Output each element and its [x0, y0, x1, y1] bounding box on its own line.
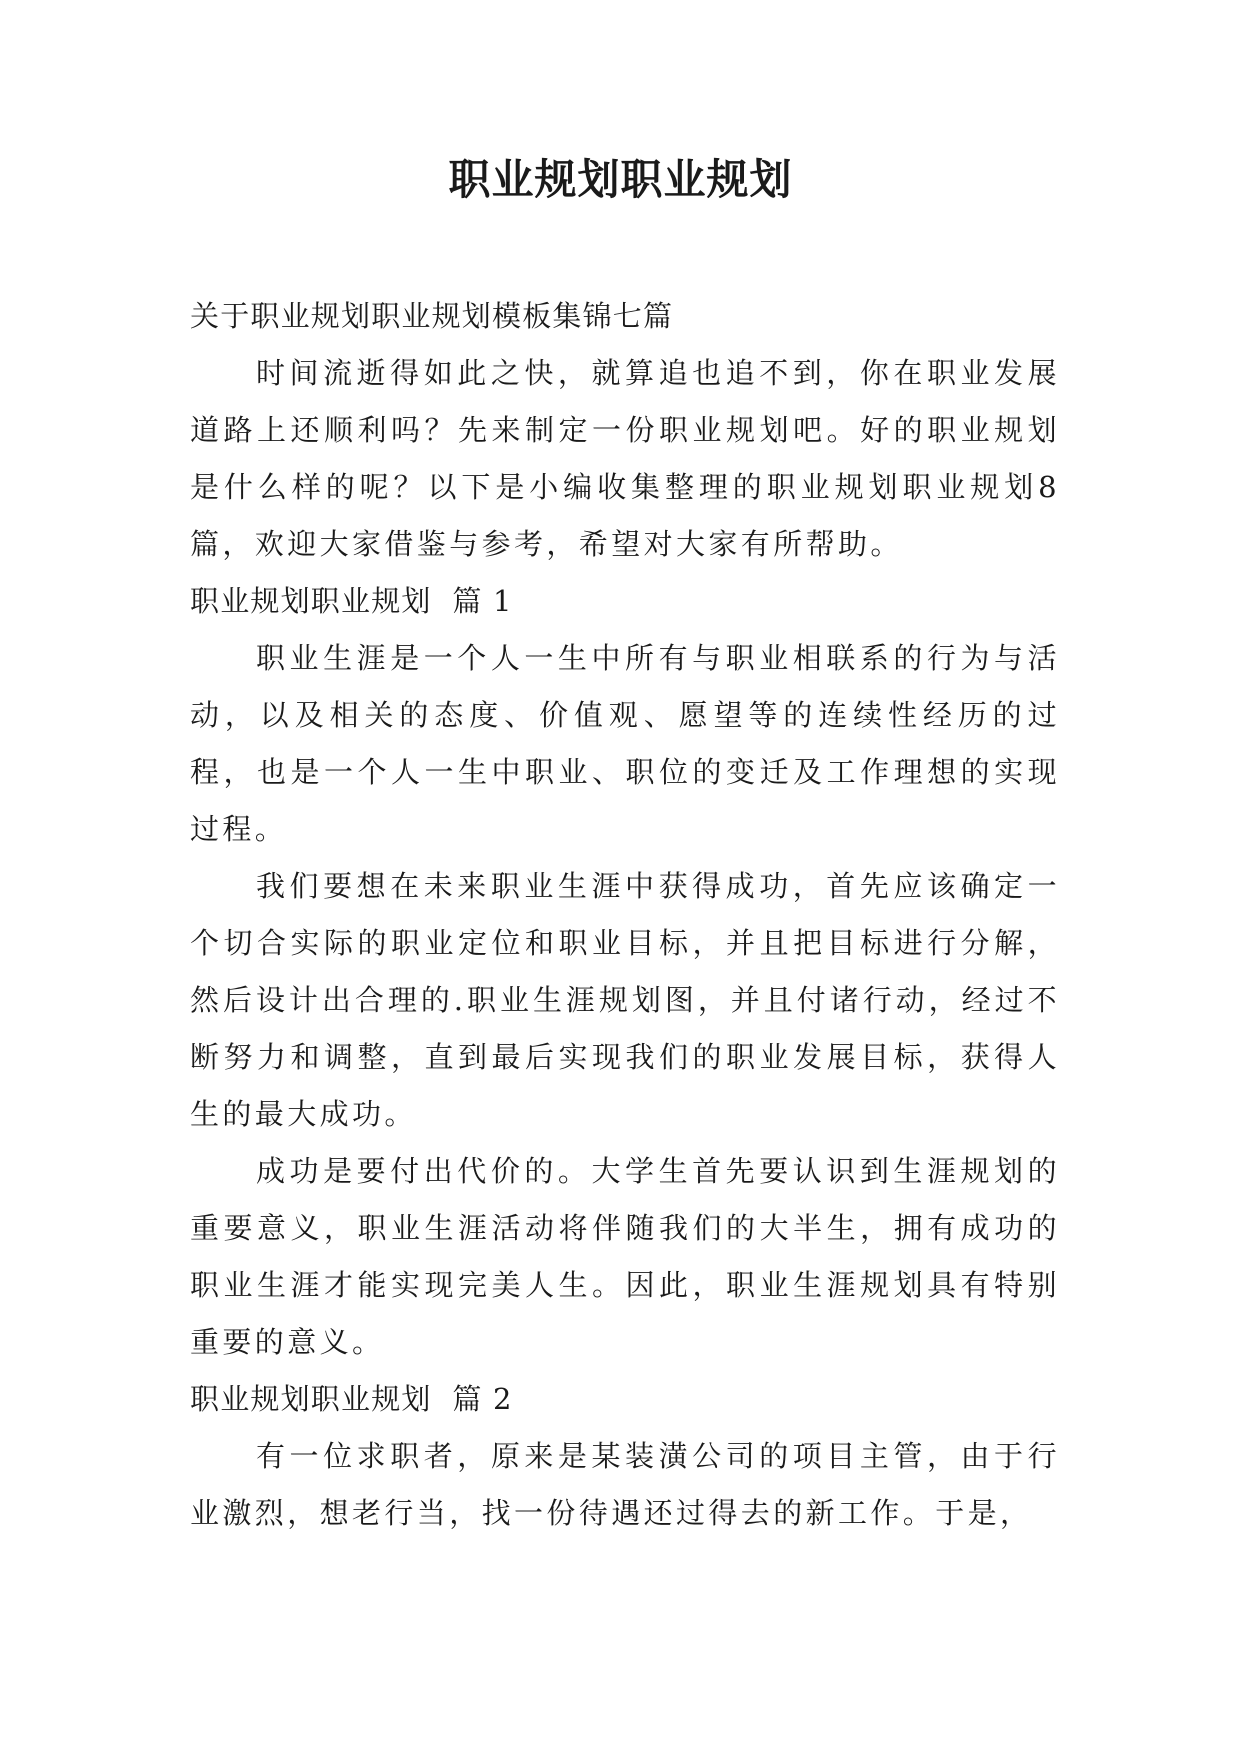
section-1-paragraph-1: 职业生涯是一个人一生中所有与职业相联系的行为与活动，以及相关的态度、价值观、愿望等的连续性经历的过程，也是一个人一生中职业、职位的变迁及工作理想的实现过程。 [190, 641, 1060, 846]
document-body [190, 288, 1060, 1542]
section-2-paragraph-1: 有一位求职者，原来是某装潢公司的项目主管，由于行业激烈，想老行当，找一份待遇还过得去的新工作。于是， [190, 1439, 1060, 1530]
document-subtitle: 关于职业规划职业规划模板集锦七篇 [190, 299, 674, 333]
section-1-paragraph-3: 成功是要付出代价的。大学生首先要认识到生涯规划的重要意义，职业生涯活动将伴随我们的大半生，拥有成功的职业生涯才能实现完美人生。因此，职业生涯规划具有特别重要的意义。 [190, 1154, 1060, 1359]
section-heading-1: 职业规划职业规划 篇 1 [190, 584, 513, 618]
section-1-paragraph-2: 我们要想在未来职业生涯中获得成功，首先应该确定一个切合实际的职业定位和职业目标，并且把目标进行分解，然后设计出合理的.职业生涯规划图，并且付诸行动，经过不断努力和调整，直到最后实现我们的职业发展目标，获得人生的最大成功。 [190, 869, 1060, 1131]
intro-paragraph: 时间流逝得如此之快，就算追也追不到，你在职业发展道路上还顺利吗？先来制定一份职业规划吧。好的职业规划是什么样的呢？以下是小编收集整理的职业规划职业规划8篇，欢迎大家借鉴与参考，希望对大家有所帮助。 [190, 356, 1060, 561]
document-title: 职业规划职业规划 [448, 155, 793, 204]
section-heading-2: 职业规划职业规划 篇 2 [190, 1382, 513, 1416]
